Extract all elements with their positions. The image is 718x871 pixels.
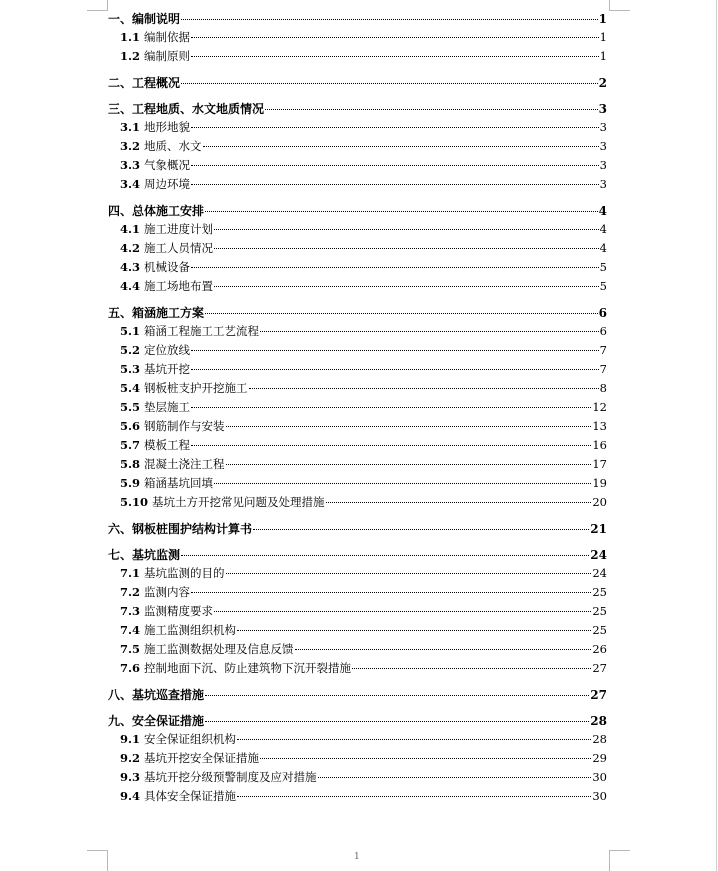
toc-section-entry[interactable] xyxy=(108,788,607,807)
toc-section-entry[interactable] xyxy=(108,342,607,361)
toc-entry-number: 5.8 xyxy=(120,457,141,471)
toc-leader-dots xyxy=(260,758,591,759)
toc-leader-dots xyxy=(191,267,599,268)
toc-entry-title xyxy=(108,546,180,563)
toc-page-number: 27 xyxy=(590,688,607,702)
toc-chapter-entry[interactable] xyxy=(108,546,607,565)
toc-entry-text: 控制地面下沉、防止建筑物下沉开裂措施 xyxy=(144,661,352,675)
toc-chapter-entry[interactable] xyxy=(108,304,607,323)
toc-entry-text: 基坑开挖分级预警制度及应对措施 xyxy=(144,770,317,784)
toc-section-entry[interactable] xyxy=(108,437,607,456)
toc-entry-text: 施工监测组织机构 xyxy=(144,623,237,637)
toc-section-entry[interactable] xyxy=(108,157,607,176)
toc-entry-title xyxy=(120,138,202,154)
toc-leader-dots xyxy=(326,502,592,503)
toc-leader-dots xyxy=(191,407,591,408)
toc-page-number: 17 xyxy=(592,457,607,471)
toc-entry-number: 9.1 xyxy=(120,732,141,746)
toc-entry-text: 监测内容 xyxy=(144,585,191,599)
toc-entry-text: 一、编制说明 xyxy=(108,12,181,26)
toc-entry-title xyxy=(120,48,190,64)
toc-section-entry[interactable] xyxy=(108,584,607,603)
toc-entry-title xyxy=(120,278,213,294)
toc-entry-number: 9.2 xyxy=(120,751,141,765)
toc-entry-title xyxy=(120,622,236,638)
toc-entry-number: 3.3 xyxy=(120,158,141,172)
toc-page-number: 25 xyxy=(592,585,607,599)
toc-entry-title xyxy=(120,323,259,339)
toc-entry-text: 施工人员情况 xyxy=(144,241,214,255)
toc-page-number: 5 xyxy=(599,260,607,274)
toc-section-entry[interactable] xyxy=(108,769,607,788)
margin-mark-top-right xyxy=(609,0,630,11)
toc-entry-title xyxy=(120,603,213,619)
toc-page-number: 24 xyxy=(590,548,607,562)
toc-entry-text: 九、安全保证措施 xyxy=(108,714,205,728)
toc-section-entry[interactable] xyxy=(108,660,607,679)
toc-entry-title xyxy=(108,202,204,219)
toc-chapter-entry[interactable] xyxy=(108,686,607,705)
toc-entry-title xyxy=(108,304,204,321)
toc-page-number: 19 xyxy=(592,476,607,490)
table-of-contents xyxy=(108,10,607,807)
toc-entry-title xyxy=(108,520,252,537)
toc-section-entry[interactable] xyxy=(108,456,607,475)
toc-page-number: 7 xyxy=(599,362,607,376)
toc-entry-text: 八、基坑巡查措施 xyxy=(108,688,205,702)
toc-section-entry[interactable] xyxy=(108,176,607,195)
toc-page-number: 3 xyxy=(599,120,607,134)
toc-page-number: 12 xyxy=(592,400,607,414)
toc-page-number: 2 xyxy=(598,76,607,90)
toc-section-entry[interactable] xyxy=(108,29,607,48)
toc-entry-title xyxy=(120,437,190,453)
toc-entry-text: 基坑土方开挖常见问题及处理措施 xyxy=(152,495,325,509)
toc-leader-dots xyxy=(260,331,599,332)
toc-entry-text: 基坑开挖 xyxy=(144,362,191,376)
toc-entry-text: 六、钢板桩围护结构计算书 xyxy=(108,522,253,536)
page-edge xyxy=(716,0,717,871)
toc-leader-dots xyxy=(237,630,591,631)
toc-section-entry[interactable] xyxy=(108,399,607,418)
toc-entry-text: 箱涵基坑回填 xyxy=(144,476,214,490)
toc-entry-title xyxy=(120,750,259,766)
toc-entry-number: 3.2 xyxy=(120,139,141,153)
footer-page-number: 1 xyxy=(354,852,360,862)
toc-entry-number: 7.5 xyxy=(120,642,141,656)
toc-leader-dots xyxy=(226,426,592,427)
toc-entry-title xyxy=(120,641,294,657)
toc-page-number: 27 xyxy=(592,661,607,675)
toc-page-number: 21 xyxy=(590,522,607,536)
toc-entry-title xyxy=(120,788,236,804)
toc-entry-number: 4.3 xyxy=(120,260,141,274)
toc-page-number: 6 xyxy=(599,324,607,338)
toc-entry-title xyxy=(120,475,213,491)
toc-leader-dots xyxy=(265,109,598,110)
toc-leader-dots xyxy=(205,313,598,314)
toc-page-number: 1 xyxy=(599,49,607,63)
toc-leader-dots xyxy=(249,388,599,389)
toc-section-entry[interactable] xyxy=(108,119,607,138)
toc-entry-number: 5.9 xyxy=(120,476,141,490)
toc-leader-dots xyxy=(205,695,589,696)
toc-spacer xyxy=(108,297,607,304)
toc-leader-dots xyxy=(237,796,591,797)
toc-page-number: 1 xyxy=(599,30,607,44)
toc-page-number: 28 xyxy=(592,732,607,746)
margin-mark-bottom-right xyxy=(609,850,630,871)
toc-entry-text: 五、箱涵施工方案 xyxy=(108,306,205,320)
toc-entry-title xyxy=(120,494,325,510)
toc-page-number: 1 xyxy=(598,12,607,26)
toc-entry-title xyxy=(108,686,204,703)
toc-section-entry[interactable] xyxy=(108,731,607,750)
toc-section-entry[interactable] xyxy=(108,622,607,641)
toc-entry-number: 1.2 xyxy=(120,49,141,63)
toc-page-number: 5 xyxy=(599,279,607,293)
toc-page-number: 4 xyxy=(599,241,607,255)
toc-entry-number: 5.2 xyxy=(120,343,141,357)
toc-spacer xyxy=(108,93,607,100)
toc-page-number: 4 xyxy=(599,222,607,236)
toc-section-entry[interactable] xyxy=(108,494,607,513)
toc-page-number: 7 xyxy=(599,343,607,357)
toc-leader-dots xyxy=(203,146,599,147)
toc-leader-dots xyxy=(191,592,591,593)
toc-leader-dots xyxy=(205,721,589,722)
toc-page-number: 3 xyxy=(599,158,607,172)
toc-leader-dots xyxy=(226,464,592,465)
toc-leader-dots xyxy=(205,211,598,212)
toc-section-entry[interactable] xyxy=(108,361,607,380)
toc-entry-title xyxy=(120,380,248,396)
toc-spacer xyxy=(108,195,607,202)
toc-page-number: 20 xyxy=(592,495,607,509)
toc-leader-dots xyxy=(191,37,599,38)
toc-entry-number: 5.10 xyxy=(120,495,149,509)
toc-leader-dots xyxy=(181,19,598,20)
toc-entry-text: 周边环境 xyxy=(144,177,191,191)
toc-section-entry[interactable] xyxy=(108,278,607,297)
toc-entry-title xyxy=(120,29,190,45)
toc-entry-text: 定位放线 xyxy=(144,343,191,357)
toc-entry-text: 钢筋制作与安装 xyxy=(144,419,225,433)
toc-entry-text: 垫层施工 xyxy=(144,400,191,414)
toc-entry-text: 施工场地布置 xyxy=(144,279,214,293)
toc-entry-text: 编制原则 xyxy=(144,49,191,63)
toc-entry-text: 二、工程概况 xyxy=(108,76,181,90)
toc-page-number: 8 xyxy=(599,381,607,395)
toc-page-number: 25 xyxy=(592,604,607,618)
toc-entry-text: 地形地貌 xyxy=(144,120,191,134)
toc-entry-number: 9.4 xyxy=(120,789,141,803)
toc-section-entry[interactable] xyxy=(108,240,607,259)
toc-section-entry[interactable] xyxy=(108,323,607,342)
toc-leader-dots xyxy=(191,445,591,446)
toc-section-entry[interactable] xyxy=(108,565,607,584)
toc-entry-title xyxy=(120,342,190,358)
toc-page-number: 24 xyxy=(592,566,607,580)
toc-page-number: 3 xyxy=(599,139,607,153)
toc-page-number: 16 xyxy=(592,438,607,452)
toc-chapter-entry[interactable] xyxy=(108,712,607,731)
toc-entry-number: 5.5 xyxy=(120,400,141,414)
toc-entry-number: 7.1 xyxy=(120,566,141,580)
toc-section-entry[interactable] xyxy=(108,750,607,769)
toc-leader-dots xyxy=(181,83,598,84)
toc-leader-dots xyxy=(214,611,591,612)
toc-entry-number: 5.4 xyxy=(120,381,141,395)
toc-leader-dots xyxy=(237,739,591,740)
toc-entry-text: 基坑监测的目的 xyxy=(144,566,225,580)
toc-section-entry[interactable] xyxy=(108,259,607,278)
toc-entry-text: 气象概况 xyxy=(144,158,191,172)
toc-leader-dots xyxy=(352,668,591,669)
toc-entry-number: 4.1 xyxy=(120,222,141,236)
toc-spacer xyxy=(108,513,607,520)
toc-leader-dots xyxy=(295,649,592,650)
toc-section-entry[interactable] xyxy=(108,380,607,399)
toc-entry-title xyxy=(120,259,190,275)
toc-entry-title xyxy=(108,10,180,27)
toc-leader-dots xyxy=(214,248,599,249)
toc-entry-number: 4.2 xyxy=(120,241,141,255)
toc-chapter-entry[interactable] xyxy=(108,74,607,93)
toc-entry-title xyxy=(120,157,190,173)
toc-entry-number: 7.2 xyxy=(120,585,141,599)
toc-entry-text: 编制依据 xyxy=(144,30,191,44)
toc-entry-text: 七、基坑监测 xyxy=(108,548,181,562)
toc-chapter-entry[interactable] xyxy=(108,100,607,119)
toc-entry-text: 混凝土浇注工程 xyxy=(144,457,225,471)
toc-leader-dots xyxy=(191,184,599,185)
toc-entry-text: 施工进度计划 xyxy=(144,222,214,236)
toc-section-entry[interactable] xyxy=(108,641,607,660)
toc-page-number: 3 xyxy=(598,102,607,116)
toc-section-entry[interactable] xyxy=(108,138,607,157)
toc-leader-dots xyxy=(191,165,599,166)
toc-section-entry[interactable] xyxy=(108,221,607,240)
toc-spacer xyxy=(108,67,607,74)
toc-entry-title xyxy=(120,565,225,581)
toc-entry-title xyxy=(120,769,317,785)
toc-page-number: 29 xyxy=(592,751,607,765)
toc-page-number: 25 xyxy=(592,623,607,637)
toc-entry-text: 监测精度要求 xyxy=(144,604,214,618)
toc-entry-title xyxy=(120,584,190,600)
toc-entry-number: 7.3 xyxy=(120,604,141,618)
toc-chapter-entry[interactable] xyxy=(108,10,607,29)
toc-entry-title xyxy=(120,456,225,472)
toc-entry-number: 5.3 xyxy=(120,362,141,376)
toc-leader-dots xyxy=(181,555,589,556)
toc-leader-dots xyxy=(226,573,592,574)
toc-entry-text: 钢板桩支护开挖施工 xyxy=(144,381,248,395)
toc-leader-dots xyxy=(214,229,599,230)
toc-entry-title xyxy=(120,361,190,377)
toc-entry-title xyxy=(108,712,204,729)
toc-entry-text: 机械设备 xyxy=(144,260,191,274)
toc-section-entry[interactable] xyxy=(108,475,607,494)
toc-entry-title xyxy=(120,418,225,434)
toc-page-number: 28 xyxy=(590,714,607,728)
toc-entry-number: 5.7 xyxy=(120,438,141,452)
toc-entry-text: 地质、水文 xyxy=(144,139,202,153)
toc-section-entry[interactable] xyxy=(108,418,607,437)
toc-entry-title xyxy=(108,100,264,117)
toc-entry-title xyxy=(120,399,190,415)
toc-leader-dots xyxy=(191,127,599,128)
toc-section-entry[interactable] xyxy=(108,48,607,67)
toc-page-number: 26 xyxy=(592,642,607,656)
toc-entry-title xyxy=(120,176,190,192)
toc-entry-title xyxy=(120,660,351,676)
margin-mark-bottom-left xyxy=(87,850,108,871)
toc-leader-dots xyxy=(191,369,599,370)
toc-entry-text: 基坑开挖安全保证措施 xyxy=(144,751,260,765)
toc-page-number: 3 xyxy=(599,177,607,191)
toc-section-entry[interactable] xyxy=(108,603,607,622)
toc-entry-number: 1.1 xyxy=(120,30,141,44)
toc-entry-number: 5.6 xyxy=(120,419,141,433)
toc-entry-number: 7.6 xyxy=(120,661,141,675)
toc-page-number: 13 xyxy=(592,419,607,433)
toc-chapter-entry[interactable] xyxy=(108,202,607,221)
toc-leader-dots xyxy=(214,286,599,287)
toc-entry-title xyxy=(120,731,236,747)
toc-entry-title xyxy=(120,240,213,256)
toc-spacer xyxy=(108,705,607,712)
toc-page-number: 6 xyxy=(598,306,607,320)
toc-page-number: 30 xyxy=(592,789,607,803)
toc-spacer xyxy=(108,679,607,686)
toc-leader-dots xyxy=(253,529,589,530)
toc-leader-dots xyxy=(191,56,599,57)
toc-entry-text: 模板工程 xyxy=(144,438,191,452)
toc-entry-number: 3.1 xyxy=(120,120,141,134)
toc-page-number: 30 xyxy=(592,770,607,784)
toc-entry-title xyxy=(120,119,190,135)
toc-spacer xyxy=(108,539,607,546)
toc-entry-number: 5.1 xyxy=(120,324,141,338)
toc-page-number: 4 xyxy=(598,204,607,218)
toc-entry-title xyxy=(108,74,180,91)
toc-leader-dots xyxy=(214,483,591,484)
toc-entry-text: 安全保证组织机构 xyxy=(144,732,237,746)
toc-entry-number: 3.4 xyxy=(120,177,141,191)
toc-entry-text: 四、总体施工安排 xyxy=(108,204,205,218)
toc-entry-text: 具体安全保证措施 xyxy=(144,789,237,803)
toc-entry-text: 箱涵工程施工工艺流程 xyxy=(144,324,260,338)
toc-entry-title xyxy=(120,221,213,237)
toc-entry-number: 7.4 xyxy=(120,623,141,637)
toc-entry-number: 4.4 xyxy=(120,279,141,293)
toc-entry-text: 三、工程地质、水文地质情况 xyxy=(108,102,265,116)
toc-entry-text: 施工监测数据处理及信息反馈 xyxy=(144,642,294,656)
toc-entry-number: 9.3 xyxy=(120,770,141,784)
margin-mark-top-left xyxy=(87,0,108,11)
toc-chapter-entry[interactable] xyxy=(108,520,607,539)
toc-leader-dots xyxy=(318,777,592,778)
toc-leader-dots xyxy=(191,350,599,351)
